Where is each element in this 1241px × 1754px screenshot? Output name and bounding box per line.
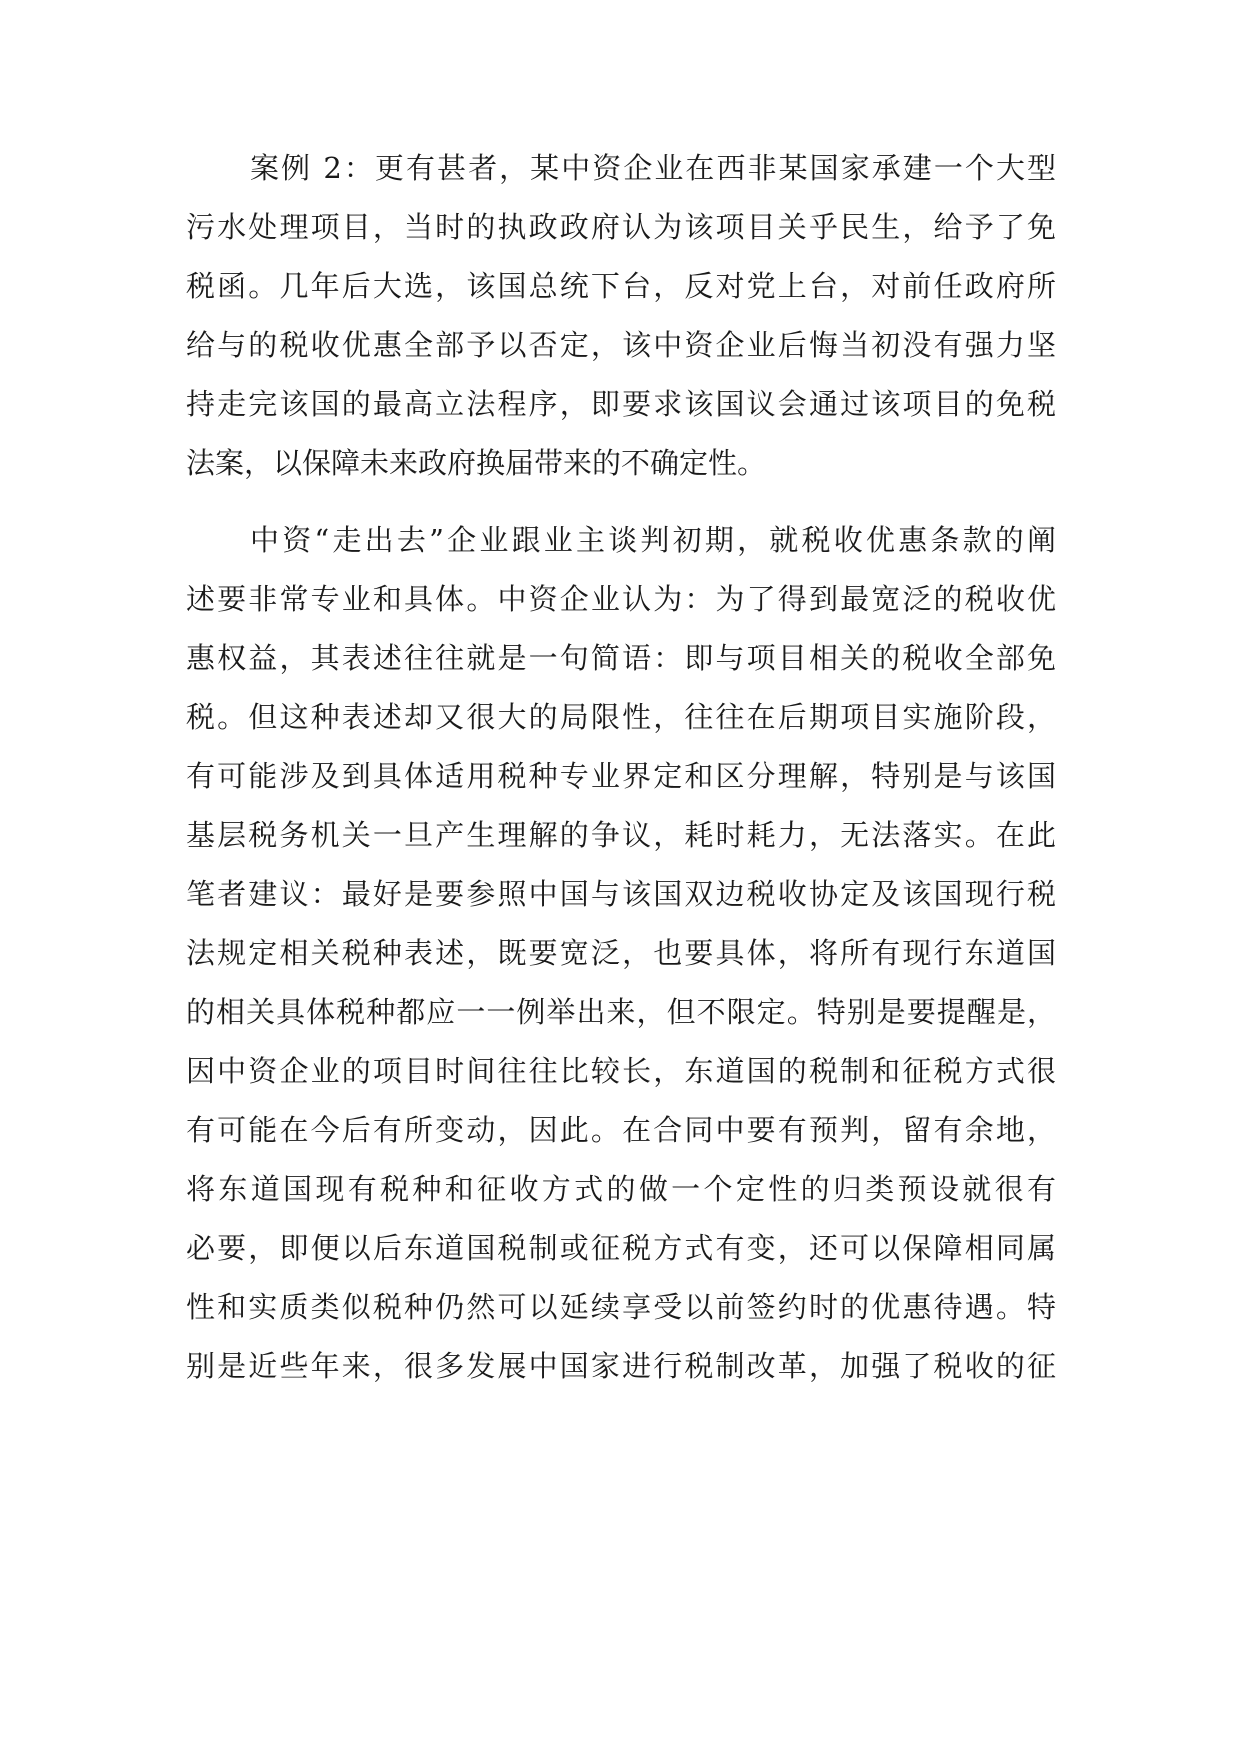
paragraph-2-line-4: 税。但这种表述却又很大的局限性，往往在后期项目实施阶段， xyxy=(186,700,1056,734)
paragraph-2-line-2: 述要非常专业和具体。中资企业认为：为了得到最宽泛的税收优 xyxy=(186,582,1056,616)
paragraph-2-line-12: 将东道国现有税种和征收方式的做一个定性的归类预设就很有 xyxy=(186,1172,1056,1206)
paragraph-1-line-3: 税函。几年后大选，该国总统下台，反对党上台，对前任政府所 xyxy=(186,269,1056,303)
paragraph-1-line-6: 法案，以保障未来政府换届带来的不确定性。 xyxy=(186,446,767,480)
paragraph-2-line-11: 有可能在今后有所变动，因此。在合同中要有预判，留有余地， xyxy=(186,1113,1056,1147)
paragraph-2-line-8: 法规定相关税种表述，既要宽泛，也要具体，将所有现行东道国 xyxy=(186,936,1056,970)
paragraph-1-line-5: 持走完该国的最高立法程序，即要求该国议会通过该项目的免税 xyxy=(186,387,1056,421)
paragraph-2-line-13: 必要，即便以后东道国税制或征税方式有变，还可以保障相同属 xyxy=(186,1231,1056,1265)
paragraph-2-line-7: 笔者建议：最好是要参照中国与该国双边税收协定及该国现行税 xyxy=(186,877,1056,911)
paragraph-2-line-14: 性和实质类似税种仍然可以延续享受以前签约时的优惠待遇。特 xyxy=(186,1290,1056,1324)
paragraph-2-line-9: 的相关具体税种都应一一例举出来，但不限定。特别是要提醒是， xyxy=(186,995,1056,1029)
paragraph-2-line-6: 基层税务机关一旦产生理解的争议，耗时耗力，无法落实。在此 xyxy=(186,818,1056,852)
paragraph-2-line-3: 惠权益，其表述往往就是一句简语：即与项目相关的税收全部免 xyxy=(186,641,1056,675)
paragraph-2-line-1: 中资“走出去”企业跟业主谈判初期，就税收优惠条款的阐 xyxy=(250,523,1056,557)
paragraph-2-line-15: 别是近些年来，很多发展中国家进行税制改革，加强了税收的征 xyxy=(186,1349,1056,1383)
paragraph-1-line-4: 给与的税收优惠全部予以否定，该中资企业后悔当初没有强力坚 xyxy=(186,328,1056,362)
paragraph-1-line-1: 案例 2：更有甚者，某中资企业在西非某国家承建一个大型 xyxy=(250,151,1056,185)
paragraph-1-line-2: 污水处理项目，当时的执政政府认为该项目关乎民生，给予了免 xyxy=(186,210,1056,244)
paragraph-2-line-5: 有可能涉及到具体适用税种专业界定和区分理解，特别是与该国 xyxy=(186,759,1056,793)
paragraph-2-line-10: 因中资企业的项目时间往往比较长，东道国的税制和征税方式很 xyxy=(186,1054,1056,1088)
